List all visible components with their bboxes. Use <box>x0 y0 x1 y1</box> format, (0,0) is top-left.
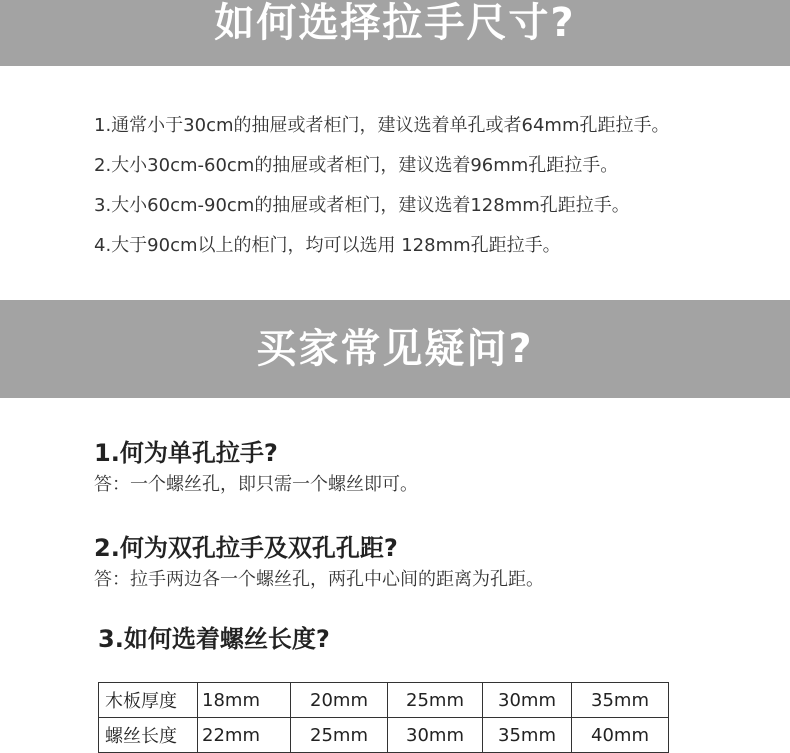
table-cell: 25mm <box>388 683 483 718</box>
faq-question: 1.何为单孔拉手? <box>94 439 278 467</box>
size-guide-title: 如何选择拉手尺寸? <box>214 0 576 46</box>
table-row <box>99 718 669 753</box>
table-row <box>99 683 669 718</box>
size-tip: 1.通常小于30cm的抽屉或者柜门，建议选着单孔或者64mm孔距拉手。 <box>94 115 670 136</box>
table-cell: 40mm <box>572 718 669 753</box>
faq-question: 2.何为双孔拉手及双孔孔距? <box>94 534 398 562</box>
row-label: 螺丝长度 <box>99 718 198 753</box>
table-cell: 30mm <box>483 683 572 718</box>
table-cell: 22mm <box>198 718 291 753</box>
size-tip: 4.大于90cm以上的柜门，均可以选用 128mm孔距拉手。 <box>94 235 561 256</box>
faq-item <box>94 533 544 593</box>
table-cell: 25mm <box>291 718 388 753</box>
table-cell: 35mm <box>483 718 572 753</box>
screw-length-table <box>98 682 669 753</box>
faq-item <box>98 624 330 654</box>
faq-answer: 答：一个螺丝孔，即只需一个螺丝即可。 <box>94 474 418 495</box>
faq-answer: 答：拉手两边各一个螺丝孔，两孔中心间的距离为孔距。 <box>94 569 544 590</box>
faq-item <box>94 438 418 498</box>
table-cell: 35mm <box>572 683 669 718</box>
size-guide-banner <box>0 0 790 66</box>
table-cell: 30mm <box>388 718 483 753</box>
table-cell: 20mm <box>291 683 388 718</box>
size-tip: 2.大小30cm-60cm的抽屉或者柜门，建议选着96mm孔距拉手。 <box>94 155 619 176</box>
table-cell: 18mm <box>198 683 291 718</box>
faq-banner <box>0 300 790 398</box>
size-tips-list <box>94 116 669 276</box>
row-label: 木板厚度 <box>99 683 198 718</box>
faq-title: 买家常见疑问? <box>256 326 534 372</box>
faq-question: 3.如何选着螺丝长度? <box>98 625 330 653</box>
size-tip: 3.大小60cm-90cm的抽屉或者柜门，建议选着128mm孔距拉手。 <box>94 195 630 216</box>
